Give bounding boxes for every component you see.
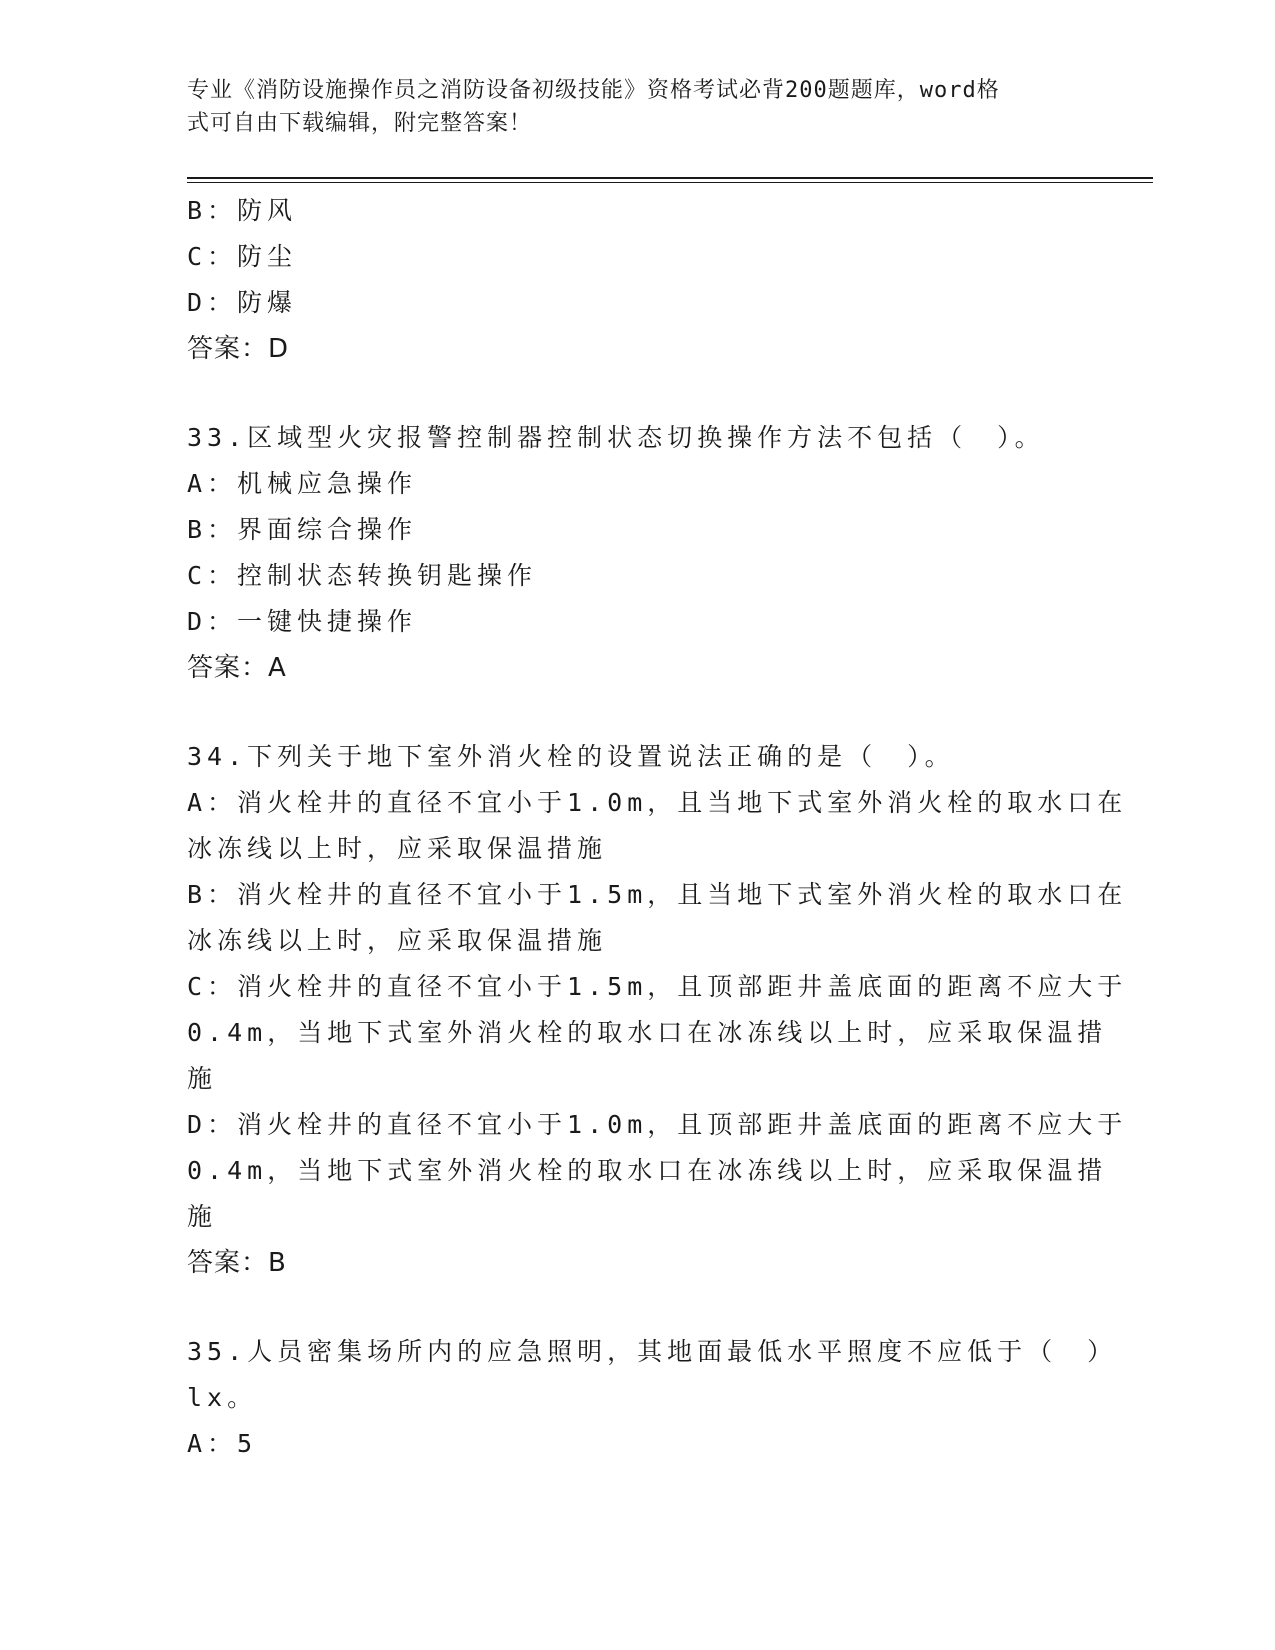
q34-option-c-line-3: 施	[187, 1064, 218, 1093]
q35-question-line-1: 35.人员密集场所内的应急照明，其地面最低水平照度不应低于（ ）	[187, 1337, 1118, 1366]
q32-option-d: D：防爆	[187, 288, 298, 317]
q34-option-d-line-3: 施	[187, 1202, 218, 1231]
q33-answer: 答案：A	[187, 653, 287, 683]
q34-option-b-line-2: 冰冻线以上时，应采取保温措施	[187, 926, 608, 955]
q33-option-d: D：一键快捷操作	[187, 607, 418, 636]
question-34-block	[187, 734, 1128, 1286]
q33-option-b: B：界面综合操作	[187, 515, 418, 544]
q34-option-d-line-1: D：消火栓井的直径不宜小于1.0m，且顶部距井盖底面的距离不应大于	[187, 1110, 1128, 1139]
question-33-block	[187, 415, 1087, 691]
q35-option-a: A：5	[187, 1429, 258, 1458]
q34-option-a-line-1: A：消火栓井的直径不宜小于1.0m，且当地下式室外消火栓的取水口在	[187, 788, 1128, 817]
q32-option-c: C：防尘	[187, 242, 298, 271]
q34-answer: 答案：B	[187, 1248, 287, 1278]
q34-option-d-line-2: 0.4m，当地下式室外消火栓的取水口在冰冻线以上时，应采取保温措	[187, 1156, 1108, 1185]
header-line-1: 专业《消防设施操作员之消防设备初级技能》资格考试必背200题题库，word格	[187, 78, 1000, 103]
q33-option-a: A：机械应急操作	[187, 469, 418, 498]
q32-answer: 答案：D	[187, 334, 290, 364]
q34-question: 34.下列关于地下室外消火栓的设置说法正确的是（ ）。	[187, 742, 955, 771]
q32-option-b: B：防风	[187, 196, 298, 225]
question-list	[187, 188, 1128, 1467]
header-line-2: 式可自由下载编辑，附完整答案！	[187, 111, 533, 136]
q35-question-line-2: lx。	[187, 1383, 258, 1412]
q34-option-c-line-1: C：消火栓井的直径不宜小于1.5m，且顶部距井盖底面的距离不应大于	[187, 972, 1128, 1001]
header-divider-thick	[187, 177, 1153, 179]
spacer	[187, 691, 1087, 734]
q34-option-a-line-2: 冰冻线以上时，应采取保温措施	[187, 834, 608, 863]
question-35-block	[187, 1329, 1118, 1467]
q34-option-b-line-1: B：消火栓井的直径不宜小于1.5m，且当地下式室外消火栓的取水口在	[187, 880, 1128, 909]
question-32-block	[187, 188, 1087, 372]
header-divider-thin	[187, 182, 1153, 183]
q34-option-c-line-2: 0.4m，当地下式室外消火栓的取水口在冰冻线以上时，应采取保温措	[187, 1018, 1108, 1047]
spacer	[187, 1286, 1087, 1329]
q33-question: 33.区域型火灾报警控制器控制状态切换操作方法不包括（ ）。	[187, 423, 1045, 452]
document-header	[187, 74, 1067, 140]
spacer	[187, 372, 1087, 415]
q33-option-c: C：控制状态转换钥匙操作	[187, 561, 538, 590]
